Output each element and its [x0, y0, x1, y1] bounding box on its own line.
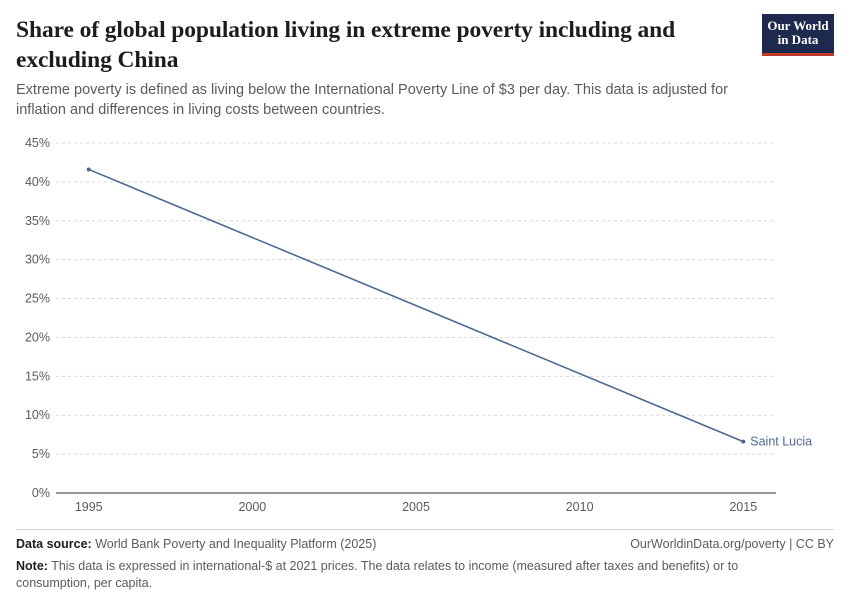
chart-footer	[16, 529, 834, 592]
y-axis-tick-label: 20%	[24, 330, 50, 345]
y-axis-tick-label: 5%	[31, 446, 50, 461]
line-chart-svg	[16, 135, 834, 520]
data-source-text: World Bank Poverty and Inequality Platform (2025)	[91, 537, 377, 552]
note-label: Note:	[16, 559, 48, 574]
y-axis-tick-label: 0%	[31, 485, 50, 500]
y-axis-tick-label: 25%	[24, 291, 50, 306]
x-axis-tick-label: 2010	[565, 499, 594, 514]
gridlines	[56, 143, 776, 454]
x-axis-tick-label: 2005	[402, 499, 430, 514]
chart-plot-area[interactable]	[16, 135, 834, 520]
chart-subtitle: Extreme poverty is defined as living below the International Poverty Line of $3 per day. This data is adjusted for inflation and differences in living costs between countries.	[16, 82, 728, 118]
y-axis-tick-label: 35%	[24, 213, 50, 228]
y-axis-tick-label: 40%	[24, 174, 50, 189]
chart-header	[16, 16, 834, 121]
x-axis-tick-labels	[75, 500, 757, 514]
data-point	[87, 167, 91, 171]
y-axis-tick-label: 30%	[24, 252, 50, 267]
data-source-label: Data source:	[16, 537, 92, 552]
x-axis-tick-label: 1995	[74, 499, 103, 514]
logo-line-1: Our World	[767, 18, 829, 33]
y-axis-tick-labels	[25, 136, 50, 500]
y-axis-tick-label: 10%	[24, 407, 50, 422]
data-source	[16, 536, 376, 553]
series-labels	[750, 434, 812, 448]
x-axis-tick-label: 2000	[238, 499, 267, 514]
x-axis-tick-label: 2015	[729, 499, 758, 514]
y-axis-tick-label: 45%	[24, 135, 50, 150]
our-world-in-data-logo[interactable]	[762, 14, 834, 56]
chart-note	[16, 558, 756, 592]
note-text: This data is expressed in international-$ at 2021 prices. The data relates to income (measured after taxes and benefits) or to consumption, per capita.	[16, 559, 739, 591]
footer-divider	[16, 529, 834, 530]
logo-line-2: in Data	[777, 32, 819, 48]
attribution-link[interactable]: OurWorldinData.org/poverty | CC BY	[630, 537, 834, 552]
series-lines	[89, 169, 744, 441]
data-point	[741, 439, 745, 443]
y-axis-tick-label: 15%	[24, 368, 50, 383]
series-label: Saint Lucia	[750, 434, 813, 449]
page-title: Share of global population living in extreme poverty including and excluding China	[16, 17, 676, 73]
data-line	[89, 169, 744, 441]
